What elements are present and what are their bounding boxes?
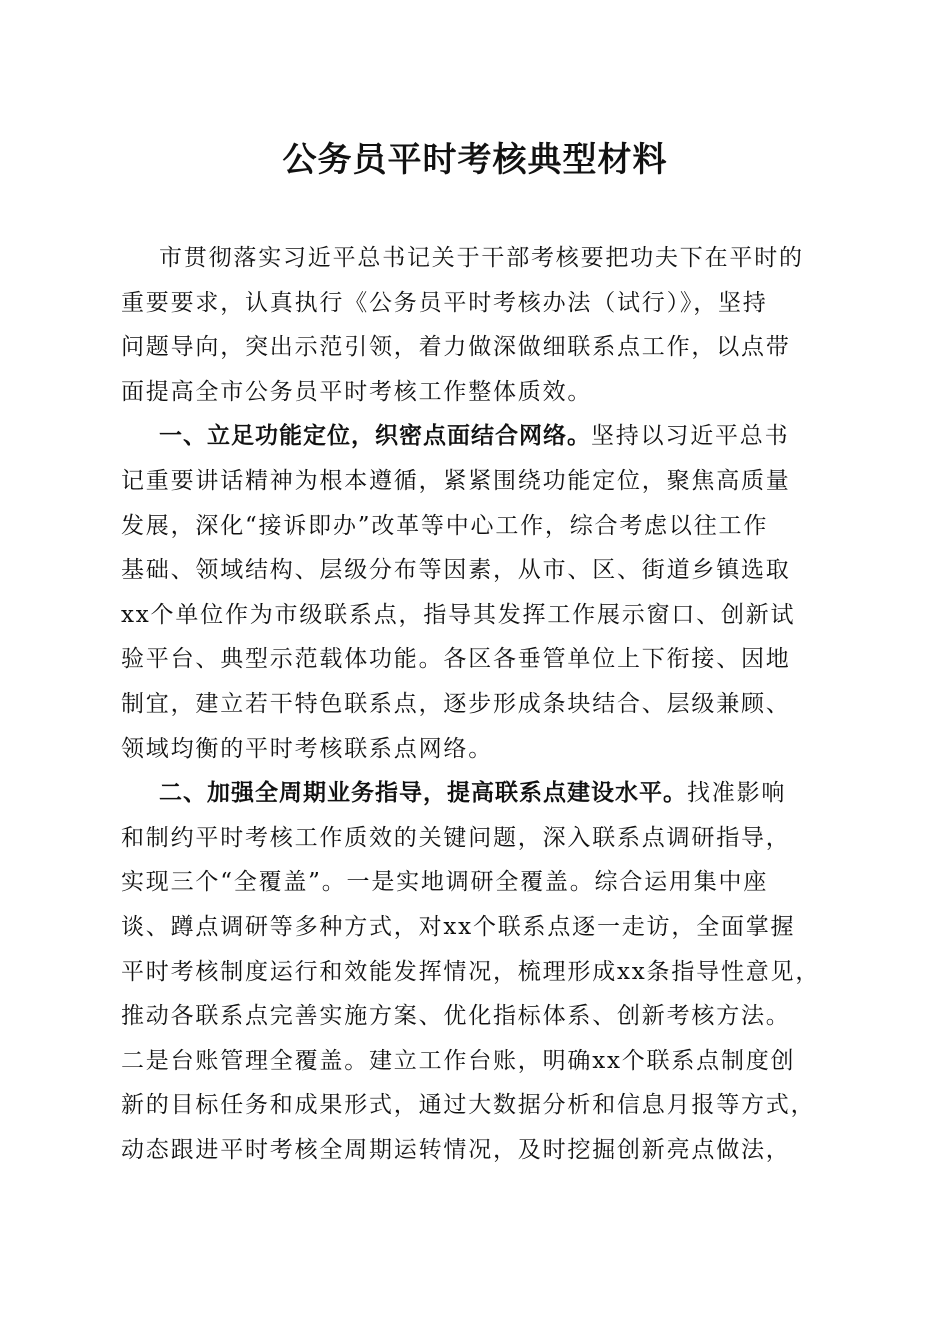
- paragraph-line: 领域均衡的平时考核联系点网络。: [121, 735, 493, 762]
- paragraph-line: 问题导向，突出示范引领，着力做深做细联系点工作，以点带: [121, 334, 791, 361]
- paragraph-line: 发展，深化“接诉即办”改革等中心工作，综合考虑以往工作: [121, 512, 769, 539]
- section-heading-2: 二、加强全周期业务指导，提高联系点建设水平。: [159, 780, 687, 807]
- paragraph-line: 市贯彻落实习近平总书记关于干部考核要把功夫下在平时的: [159, 245, 804, 271]
- paragraph-line: 二是台账管理全覆盖。建立工作台账，明确xx个联系点制度创: [121, 1047, 796, 1074]
- section-heading-1: 一、立足功能定位，织密点面结合网络。: [159, 423, 591, 450]
- document-body: [121, 236, 841, 1172]
- paragraph-line: xx个单位作为市级联系点，指导其发挥工作展示窗口、创新试: [121, 601, 796, 628]
- paragraph-line: 验平台、典型示范载体功能。各区各垂管单位上下衔接、因地: [121, 646, 791, 673]
- paragraph-line: 和制约平时考核工作质效的关键问题，深入联系点调研指导，: [121, 824, 791, 851]
- paragraph-line: 谈、蹲点调研等多种方式，对xx个联系点逐一走访，全面掌握: [121, 913, 796, 940]
- paragraph-line: 面提高全市公务员平时考核工作整体质效。: [121, 378, 593, 405]
- paragraph-line: 推动各联系点完善实施方案、优化指标体系、创新考核方法。: [121, 1003, 791, 1030]
- section-1-text: 坚持以习近平总书: [591, 423, 790, 450]
- paragraph-line: 动态跟进平时考核全周期运转情况，及时挖掘创新亮点做法，: [121, 1136, 791, 1163]
- section-heading-line: [121, 414, 841, 459]
- section-heading-line: [121, 771, 841, 816]
- paragraph-line: 重要要求，认真执行《公务员平时考核办法（试行）》，坚持: [121, 289, 768, 316]
- paragraph-line: 记重要讲话精神为根本遵循，紧紧围绕功能定位，聚焦高质量: [121, 467, 791, 494]
- document-title: 公务员平时考核典型材料: [282, 140, 668, 180]
- paragraph-line: 新的目标任务和成果形式，通过大数据分析和信息月报等方式，: [121, 1092, 816, 1119]
- paragraph-line: 基础、领域结构、层级分布等因素，从市、区、街道乡镇选取: [121, 557, 791, 584]
- section-2-text: 找准影响: [687, 780, 787, 807]
- paragraph-line: 平时考核制度运行和效能发挥情况，梳理形成xx条指导性意见，: [121, 958, 821, 985]
- paragraph-line: 制宜，建立若干特色联系点，逐步形成条块结合、层级兼顾、: [121, 690, 791, 717]
- paragraph-line: 实现三个“全覆盖”。一是实地调研全覆盖。综合运用集中座: [121, 869, 769, 896]
